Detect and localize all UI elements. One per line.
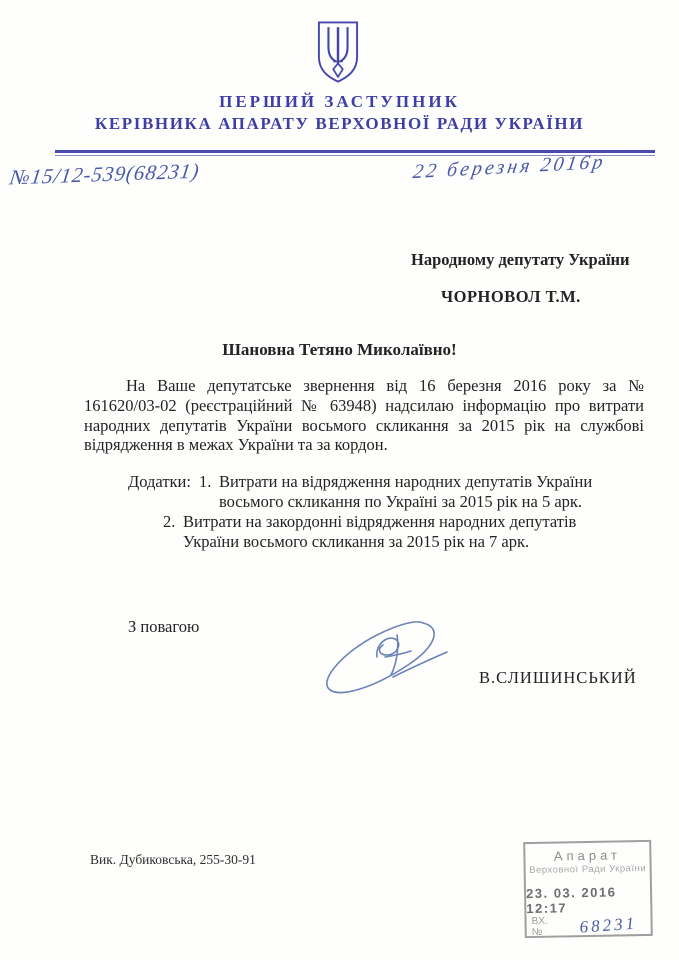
salutation: Шановна Тетяно Миколаївно! [222,340,457,359]
stamp-org-line2: Верховної Ради України [529,862,647,877]
signature-scribble [305,605,465,705]
closing-regards: З повагою [128,617,200,636]
stamp-incoming-label: ВХ. № [531,915,549,938]
handwritten-date: 22 березня 2016р [411,150,608,184]
attachment-text: Витрати на закордонні відрядження народних депутатів України восьмого скликання за 2015 рік на 7 арк. [183,512,577,551]
attachment-item [163,512,648,552]
attachment-number: 1. [198,472,212,491]
signer-name: В.СЛИШИНСЬКИЙ [479,668,637,687]
attachment-number: 2. [163,512,176,531]
stamp-incoming-number-line [565,915,651,937]
attachments-label: Додатки: [128,472,191,491]
attachment-item [128,472,648,512]
addressee-name: ЧОРНОВОЛ Т.М. [441,287,581,306]
executor-contact: Вик. Дубиковська, 255-30-91 [90,852,256,867]
stamp-incoming-row [531,914,650,938]
attachments-block [128,472,648,552]
stamp-org-line1: Апарат [553,847,622,864]
header-title-line1: ПЕРШИЙ ЗАСТУПНИК [219,92,460,111]
ukraine-trident-emblem-icon [317,20,359,84]
stamp-incoming-number: 68231 [578,913,638,937]
body-paragraph: На Ваше депутатське звернення від 16 березня 2016 року за № 161620/03-02 (реєстраційний № 63948) надсилаю інформацію про витрати народних депутатів України восьмого скликання за 2015 рік на службові відрядження в межах України та за кордон. [84,376,644,455]
handwritten-reference-number: №15/12-539(68231) [8,158,202,190]
addressee-role: Народному депутату України [411,250,630,269]
attachment-text: Витрати на відрядження народних депутатів України восьмого скликання по Україні за 2015 рік на 5 арк. [218,472,593,511]
stamp-datetime: 23. 03. 2016 12:17 [525,884,617,917]
header-title-line2: КЕРІВНИКА АПАРАТУ ВЕРХОВНОЇ РАДИ УКРАЇНИ [94,114,585,133]
registration-stamp [523,840,653,938]
